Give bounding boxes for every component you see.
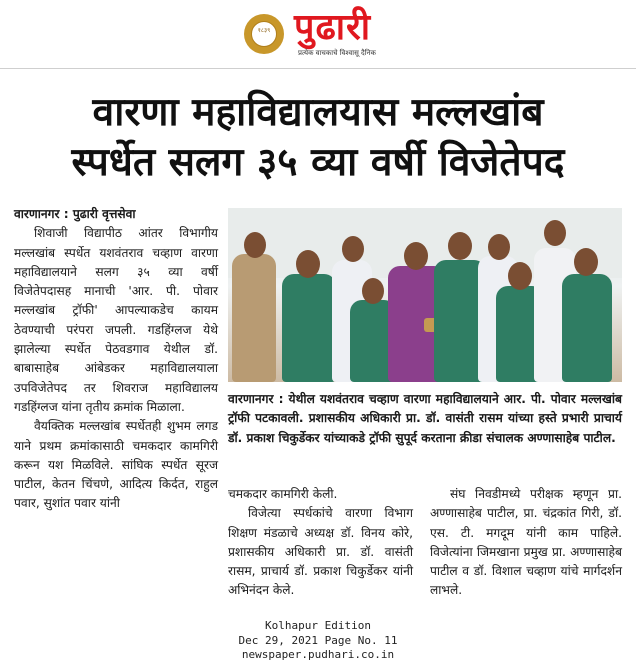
footer-date-page: Dec 29, 2021 Page No. 11 [238, 633, 398, 647]
article-dateline: वारणानगर : पुढारी वृत्तसेवा [14, 207, 136, 221]
headline-line-2: स्पर्धेत सलग ३५ व्या वर्षी विजेतेपद [71, 140, 565, 185]
masthead [0, 0, 636, 74]
article-paragraph-4: विजेत्या स्पर्धकांचे वारणा विभाग शिक्षण मंडळाचे अध्यक्ष डॉ. विनय कोरे, प्रशासकीय अधिकारी प्रा. डॉ. वासंती रासम, प्राचार्य डॉ. प्रकाश चिकुर्डेकर यांनी अभिनंदन केले. [228, 506, 413, 598]
photo-person-head [296, 250, 320, 278]
footer-site-link[interactable]: newspaper.pudhari.co.in [241, 648, 395, 661]
article-column-3 [430, 485, 622, 601]
photo-person [232, 254, 276, 382]
emblem-year: १८३९ [251, 21, 277, 47]
photo-person [562, 274, 612, 382]
headline-line-1: वारणा महाविद्यालयास मल्लखांब [92, 90, 544, 135]
photo-person-head [342, 236, 364, 262]
newspaper-brand[interactable]: पुढारी [294, 7, 372, 48]
photo-person [282, 274, 336, 382]
photo-person-head [544, 220, 566, 246]
masthead-divider [0, 68, 636, 69]
brand-tagline: प्रत्येक वाचकाचे विश्वासू दैनिक [298, 49, 376, 57]
emblem-logo [244, 14, 284, 54]
photo-person-head [362, 278, 384, 304]
article-paragraph-5: संघ निवडीमध्ये परीक्षक म्हणून प्रा. अण्णासाहेब पाटील, प्रा. चंद्रकांत गिरी, डॉ. एस. टी. मगदूम यांनी काम पाहिले. विजेत्यांना जिमखाना प्रमुख प्रा. अण्णासाहेब पाटील व डॉ. विशाल चव्हाण यांचे मार्गदर्शन लाभले. [430, 487, 622, 598]
photo-person-head [448, 232, 472, 260]
page-footer [0, 619, 636, 663]
photo-caption: वारणानगर : येथील यशवंतराव चव्हाण वारणा महाविद्यालयाने आर. पी. पोवार मल्लखांब ट्रॉफी पटकावली. प्रशासकीय अधिकारी प्रा. डॉ. वासंती रासम यांच्या हस्ते प्रभारी प्राचार्य डॉ. प्रकाश चिकुर्डेकर यांच्याकडे ट्रॉफी सुपूर्द करताना क्रीडा संचालक अण्णासाहेब पाटील. [228, 392, 622, 445]
photo-person-head [404, 242, 428, 270]
article-paragraph-3: चमकदार कामगिरी केली. [228, 487, 338, 501]
photo-person-head [508, 262, 532, 290]
article-headline [14, 88, 622, 188]
photo-person-head [488, 234, 510, 260]
article-column-2 [228, 485, 413, 601]
photo-person-head [574, 248, 598, 276]
footer-edition: Kolhapur Edition [265, 619, 371, 632]
news-photo [228, 208, 622, 382]
article-paragraph-2: वैयक्तिक मल्लखांब स्पर्धेतही शुभम लगड याने प्रथम क्रमांकासाठी चमकदार कामगिरी करून यश मिळविले. सांघिक स्पर्धेत सूरज पाटील, केतन चिंचणे, आदित्य किर्दत, राहुल पवार, सुशांत पवार यांनी [14, 419, 218, 511]
photo-person-head [244, 232, 266, 258]
article-paragraph-1: शिवाजी विद्यापीठ आंतर विभागीय मल्लखांब स्पर्धेत यशवंतराव चव्हाण वारणा महाविद्यालयाने सलग ३५ व्या वर्षी विजेतेपदासह मानाची 'आर. पी. पोवार मल्लखांब ट्रॉफी' आपल्याकडेच कायम ठेवण्याची परंपरा जपली. गडहिंग्लज येथे झालेल्या स्पर्धेत पेठवडगाव येथील डॉ. बाबासाहेब आंबेडकर महाविद्यालयाला उपविजेतेपद तर शिवराज महाविद्यालय गडहिंग्लज यांना तृतीय क्रमांक मिळाला. [14, 226, 218, 414]
article-column-1 [14, 205, 218, 514]
